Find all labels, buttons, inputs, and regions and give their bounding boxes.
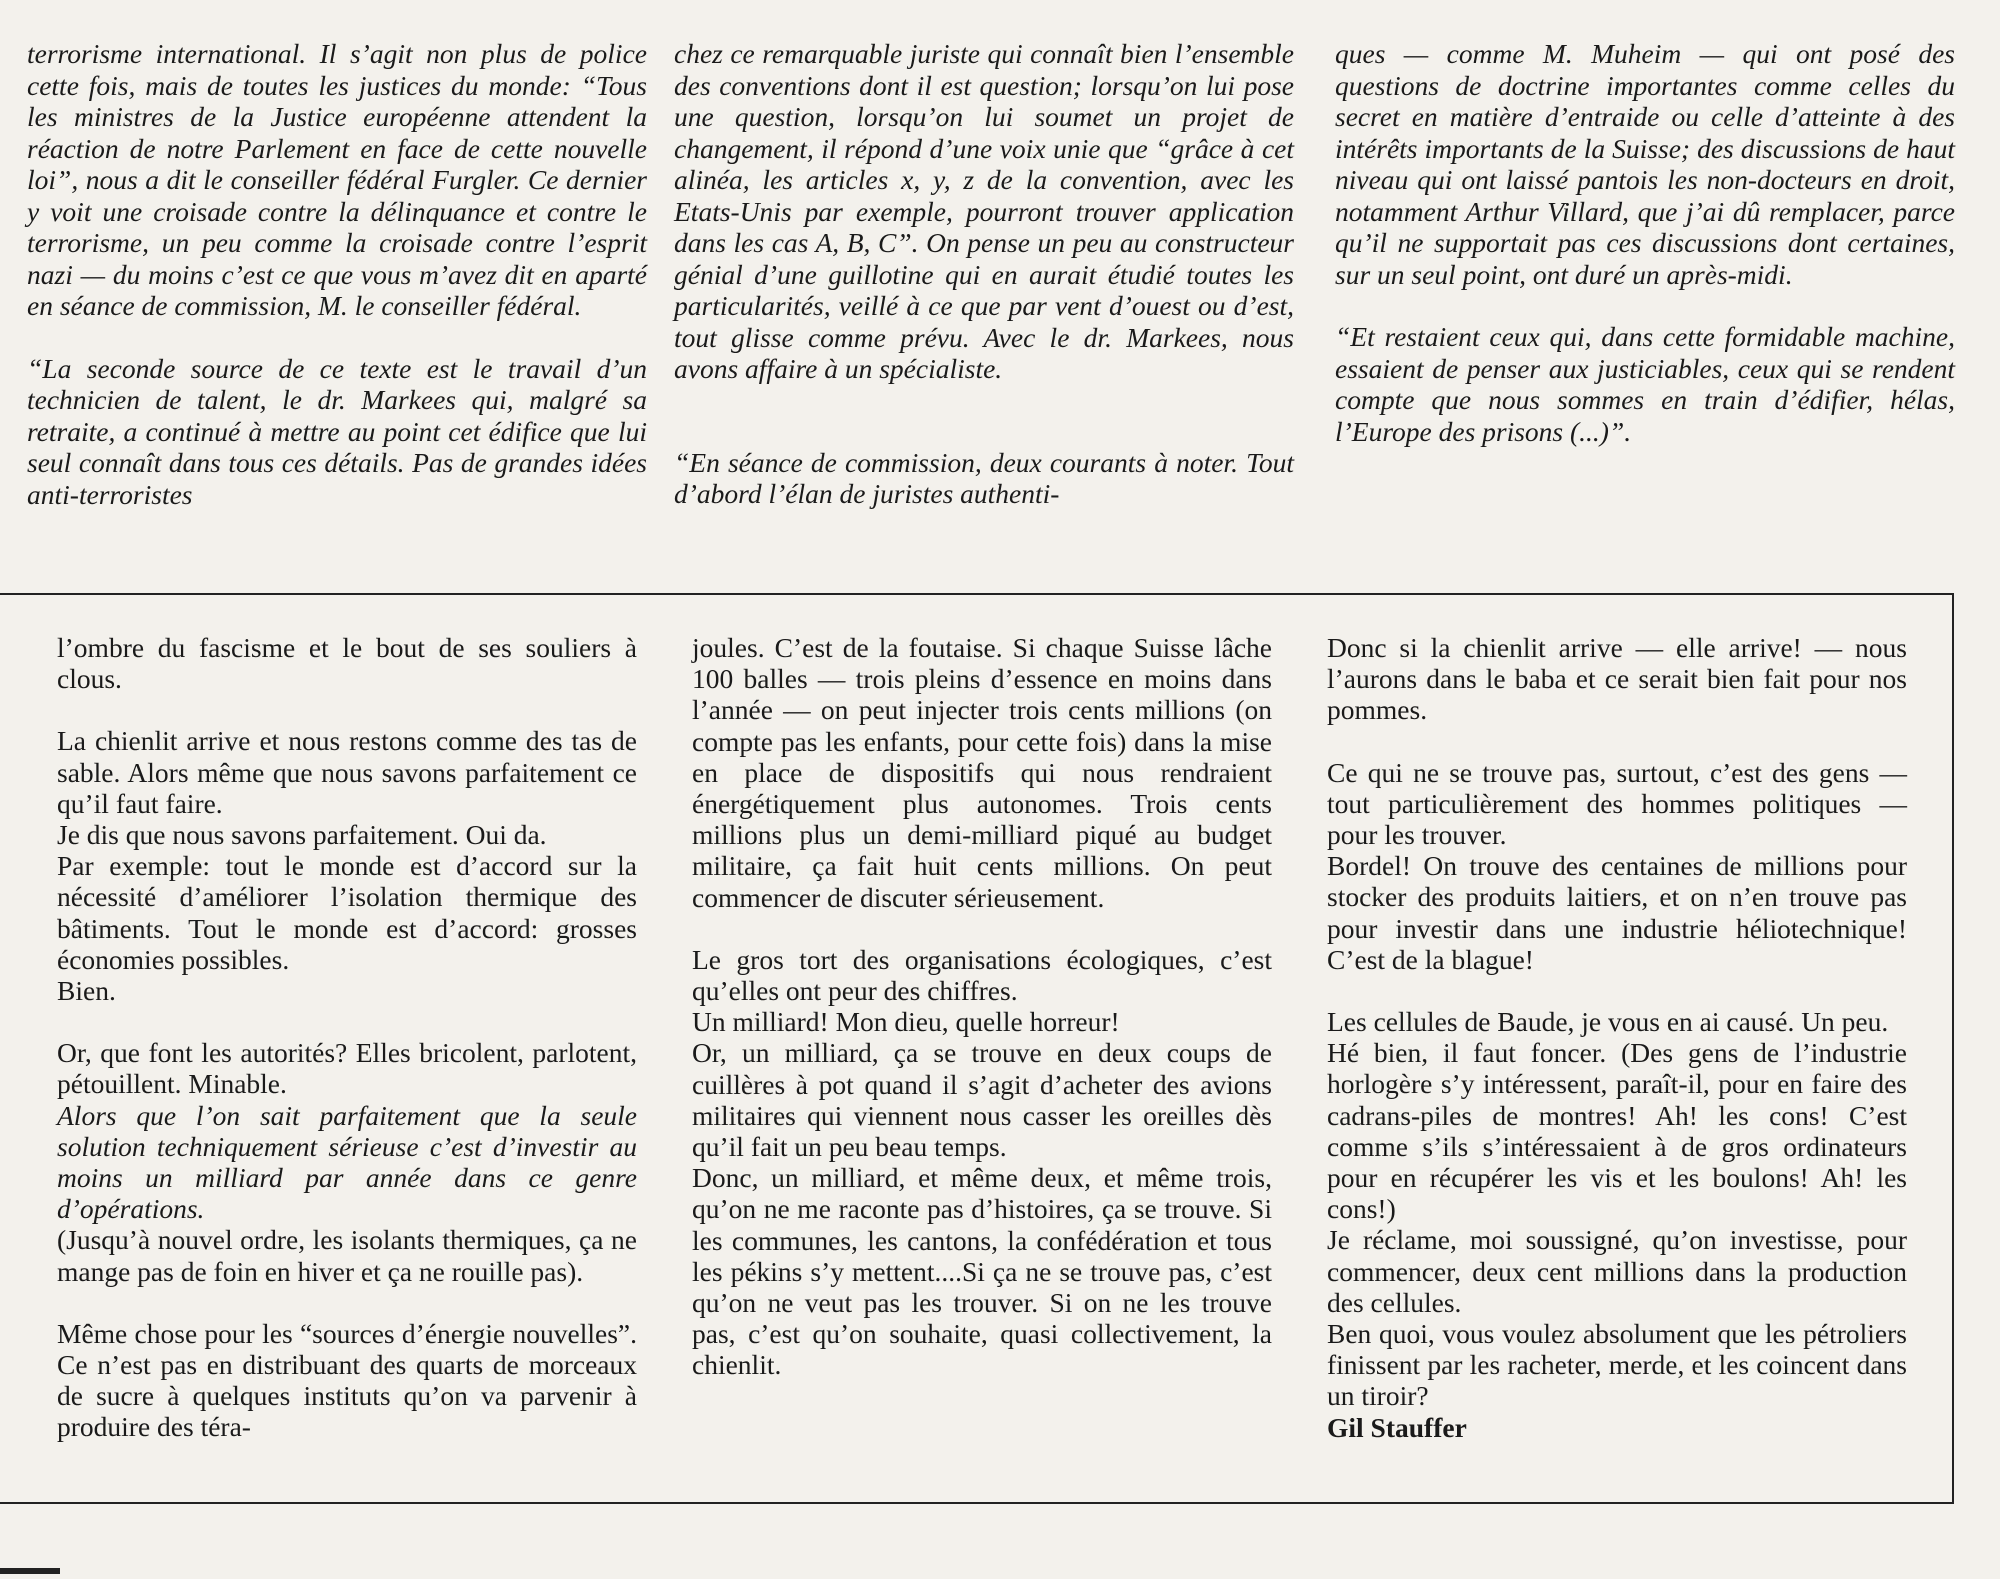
- italic-paragraph: Alors que l’on sait parfaitement que la seule solution techniquement sérieuse c’est d’investir au moins un milliard par année dans ce genre d’opérations.: [57, 1099, 637, 1225]
- paragraph: Or, que font les autorités? Elles bricolent, parlotent, pétouillent. Minable.: [57, 1037, 637, 1100]
- paragraph: Bien.: [57, 975, 116, 1007]
- paragraph: La chienlit arrive et nous restons comme des tas de sable. Alors même que nous savons parfaitement ce qu’il faut faire.: [57, 725, 637, 819]
- paragraph: Je réclame, moi soussigné, qu’on investisse, pour commencer, deux cent millions dans la production des cellules.: [1327, 1224, 1907, 1318]
- paragraph: chez ce remarquable juriste qui connaît bien l’ensemble des conventions dont il est question; lorsqu’on lui pose une question, lorsqu’on lui soumet un projet de changement, il répond d’une voix unie que “grâce à cet alinéa, les articles x, y, z de la convention, avec les Etats-Unis par exemple, pourront trouver application dans les cas A, B, C”. On pense un peu au constructeur génial d’une guillotine qui en aurait étudié toutes les particularités, veillé à ce que par vent d’ouest ou d’est, tout glisse comme prévu. Avec le dr. Markees, nous avons affaire à un spécialiste.: [674, 38, 1294, 384]
- paragraph: Par exemple: tout le monde est d’accord sur la nécessité d’améliorer l’isolation thermique des bâtiments. Tout le monde est d’accord: grosses économies possibles.: [57, 850, 637, 975]
- paragraph: Ce qui ne se trouve pas, surtout, c’est des gens — tout particulièrement des hommes politiques — pour les trouver.: [1327, 756, 1907, 851]
- paragraph: (Jusqu’à nouvel ordre, les isolants thermiques, ça ne mange pas de foin en hiver et ça ne rouille pas).: [57, 1224, 637, 1287]
- paragraph: Hé bien, il faut foncer. (Des gens de l’industrie horlogère s’y intéressent, paraît-il, pour en faire des cadrans-piles de montres! Ah! les cons! C’est comme s’ils s’intéressaient à de gros ordinateurs pour en récupérer les vis et les boulons! Ah! les cons!): [1327, 1037, 1907, 1225]
- boxed-column-2: [692, 632, 1272, 1381]
- paragraph: l’ombre du fascisme et le bout de ses souliers à clous.: [57, 632, 637, 695]
- paragraph: “Et restaient ceux qui, dans cette formidable machine, essaient de penser aux justiciables, ceux qui se rendent compte que nous sommes en train d’édifier, hélas, l’Europe des prisons (...)”.: [1335, 321, 1955, 447]
- author-signature: Gil Stauffer: [1327, 1411, 1467, 1443]
- paragraph: Or, un milliard, ça se trouve en deux coups de cuillères à pot quand il s’agit d’acheter des avions militaires qui viennent nous casser les oreilles dès qu’il fait un peu beau temps.: [692, 1037, 1272, 1163]
- paragraph: terrorisme international. Il s’agit non plus de police cette fois, mais de toutes les justices du monde: “Tous les ministres de la Justice européenne attendent la réaction de notre Parlement en face de cette nouvelle loi”, nous a dit le conseiller fédéral Furgler. Ce dernier y voit une croisade contre la délinquance et contre le terrorisme, un peu comme la croisade contre l’esprit nazi — du moins c’est ce que vous m’avez dit en aparté en séance de commission, M. le conseiller fédéral.: [27, 38, 647, 321]
- boxed-column-1: [57, 632, 637, 1443]
- paragraph: Donc, un milliard, et même deux, et même trois, qu’on ne me raconte pas d’histoires, ça se trouve. Si les communes, les cantons, la confédération et tous les pékins s’y mettent....Si ça ne se trouve pas, c’est qu’on ne veut pas les trouver. Si on ne les trouve pas, c’est qu’on souhaite, quasi collectivement, la chienlit.: [692, 1162, 1272, 1381]
- paragraph: Le gros tort des organisations écologiques, c’est qu’elles ont peur des chiffres.: [692, 943, 1272, 1007]
- upper-column-3: [1335, 38, 1955, 447]
- page-edge-rule: [0, 1568, 60, 1574]
- paragraph: Un milliard! Mon dieu, quelle horreur!: [692, 1006, 1120, 1038]
- paragraph: “La seconde source de ce texte est le travail d’un technicien de talent, le dr. Markees qui, malgré sa retraite, a continué à mettre au point cet édifice que lui seul connaît dans tous ces détails. Pas de grandes idées anti-terroristes: [27, 352, 647, 510]
- paragraph: Les cellules de Baude, je vous en ai causé. Un peu.: [1327, 1006, 1889, 1038]
- paragraph: joules. C’est de la foutaise. Si chaque Suisse lâche 100 balles — trois pleins d’essence en moins dans l’année — on peut injecter trois cents millions (on compte pas les enfants, pour cette fois) dans la mise en place de dispositifs qui nous rendraient énergétiquement plus autonomes. Trois cents millions plus un demi-milliard piqué au budget militaire, ça fait huit cents millions. On peut commencer de discuter sérieusement.: [692, 632, 1272, 913]
- upper-column-1: [27, 38, 647, 510]
- upper-column-2: [674, 38, 1294, 510]
- paragraph: ques — comme M. Muheim — qui ont posé des questions de doctrine importantes comme celles du secret en matière d’entraide ou celle d’atteinte à des intérêts importants de la Suisse; des discussions de haut niveau qui ont laissé pantois les non-docteurs en droit, notamment Arthur Villard, que j’ai dû remplacer, parce qu’il ne supportait pas ces discussions dont certaines, sur un seul point, ont duré un après-midi.: [1335, 38, 1955, 290]
- paragraph: Je dis que nous savons parfaitement. Oui da.: [57, 819, 547, 851]
- paragraph: Même chose pour les “sources d’énergie nouvelles”. Ce n’est pas en distribuant des quarts de morceaux de sucre à quelques instituts qu’on va parvenir à produire des téra-: [57, 1317, 637, 1443]
- paragraph: Donc si la chienlit arrive — elle arrive! — nous l’aurons dans le baba et ce serait bien fait pour nos pommes.: [1327, 632, 1907, 726]
- paragraph: Ben quoi, vous voulez absolument que les pétroliers finissent par les racheter, merde, et les coincent dans un tiroir?: [1327, 1318, 1907, 1412]
- boxed-column-3: [1327, 632, 1907, 1443]
- paragraph: “En séance de commission, deux courants à noter. Tout d’abord l’élan de juristes authenti-: [674, 446, 1294, 509]
- paragraph: Bordel! On trouve des centaines de millions pour stocker des produits laitiers, et on n’en trouve pas pour investir dans une industrie héliotechnique! C’est de la blague!: [1327, 850, 1907, 975]
